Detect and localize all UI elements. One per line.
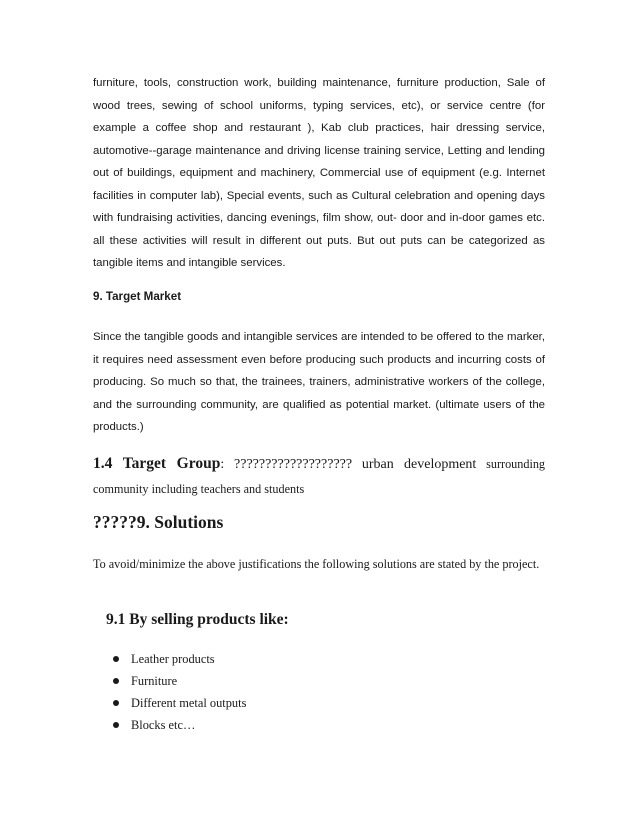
target-group-paragraph bbox=[93, 452, 545, 501]
list-item bbox=[112, 692, 246, 714]
target-group-placeholder: ??????????????????? bbox=[234, 457, 353, 472]
target-group-colon: : bbox=[220, 457, 225, 472]
target-market-heading: 9. Target Market bbox=[93, 290, 182, 303]
target-group-rest: surrounding community including teachers and students bbox=[93, 457, 546, 496]
target-group-urban: urban development bbox=[361, 457, 477, 472]
bullet-icon bbox=[113, 678, 119, 684]
bullet-icon bbox=[113, 656, 119, 662]
solutions-heading: ?????9. Solutions bbox=[93, 512, 224, 532]
solutions-paragraph: To avoid/minimize the above justifications the following solutions are stated by the project. bbox=[93, 557, 540, 571]
target-market-paragraph: Since the tangible goods and intangible services are intended to be offered to the marker, it requires need assessment even before producing such products and incurring costs of producing. So much so that, the trainees, trainers, administrative workers of the college, and the surrounding community, are qualified as potential market. (ultimate users of the products.) bbox=[93, 331, 545, 433]
bullet-icon bbox=[113, 722, 119, 728]
list-item bbox=[112, 648, 246, 670]
list-item bbox=[112, 714, 246, 736]
products-list bbox=[112, 648, 246, 736]
target-group-heading: 1.4 Target Group bbox=[93, 455, 221, 472]
list-item-label: Different metal outputs bbox=[131, 696, 247, 710]
list-item-label: Furniture bbox=[131, 674, 178, 688]
list-item bbox=[112, 670, 246, 692]
list-item-label: Leather products bbox=[131, 652, 215, 666]
selling-products-heading: 9.1 By selling products like: bbox=[106, 611, 289, 628]
intro-paragraph: furniture, tools, construction work, building maintenance, furniture production, Sale of wood trees, sewing of school uniforms, typing services, etc), or service centre (for example a coffee shop and restaurant ), Kab club practices, hair dressing service, automotive--garage maintenance and driving license training service, Letting and lending out of buildings, equipment and machinery, Commercial use of equipment (e.g. Internet facilities in computer lab), Special events, such as Cultural celebration and opening days with fundraising activities, dancing evenings, film show, out- door and in-door games etc. all these activities will result in different out puts. But out puts can be categorized as tangible items and intangible services. bbox=[93, 77, 545, 269]
list-item-label: Blocks etc… bbox=[131, 718, 196, 732]
bullet-icon bbox=[113, 700, 119, 706]
